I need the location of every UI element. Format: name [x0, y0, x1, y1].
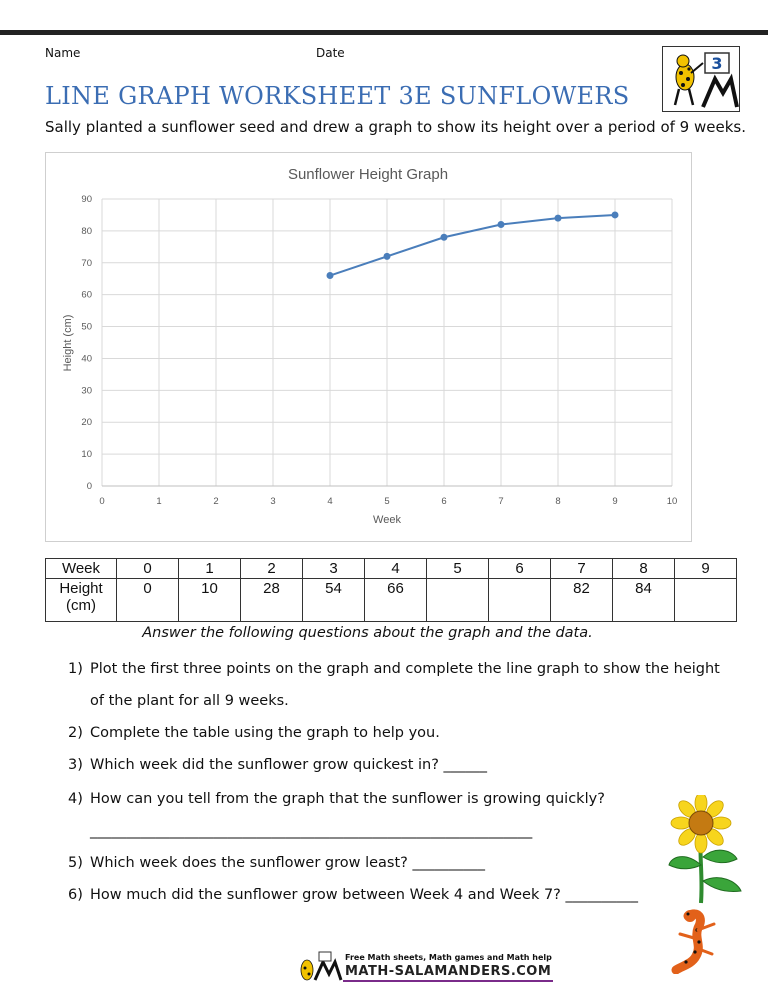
chart-container [45, 152, 692, 542]
x-tick-label: 10 [666, 496, 678, 507]
question-text: How can you tell from the graph that the sunflower is growing quickly? [90, 791, 605, 807]
question-item [68, 855, 485, 871]
chart-ticks [81, 194, 677, 507]
question-number: 3) [68, 757, 83, 773]
line-chart [46, 153, 691, 541]
instructions: Answer the following questions about the graph and the data. [142, 625, 593, 641]
table-cell-week: 7 [551, 559, 613, 579]
y-tick-label: 0 [86, 481, 92, 492]
x-tick-label: 8 [555, 496, 561, 507]
x-tick-label: 1 [156, 496, 162, 507]
data-point [384, 253, 391, 260]
data-point [612, 211, 619, 218]
y-tick-label: 90 [81, 194, 92, 205]
footer-tagline: Free Math sheets, Math games and Math help [345, 953, 552, 962]
question-text: Complete the table using the graph to help you. [90, 725, 440, 741]
name-label: Name [45, 46, 81, 60]
table-cell-week: 8 [613, 559, 675, 579]
intro-text: Sally planted a sunflower seed and drew a graph to show its height over a period of 9 weeks. [45, 118, 746, 136]
x-tick-label: 0 [99, 496, 105, 507]
salamander-illustration [668, 908, 724, 974]
table-cell-week: 0 [117, 559, 179, 579]
question-text: Which week did the sunflower grow quickest in? ______ [90, 757, 488, 773]
table-cell-week: 4 [365, 559, 427, 579]
data-point [441, 234, 448, 241]
data-point [327, 272, 334, 279]
chart-title: Sunflower Height Graph [287, 166, 449, 183]
table-cell-week: 9 [675, 559, 737, 579]
question-text: Plot the first three points on the graph and complete the line graph to show the height [90, 661, 720, 677]
y-tick-label: 80 [81, 225, 92, 237]
table-row-week [46, 559, 737, 579]
data-table [45, 558, 737, 622]
x-tick-label: 6 [441, 496, 447, 507]
question-item [68, 757, 487, 773]
question-number: 6) [68, 887, 83, 903]
row-label-height: Height (cm) [46, 579, 117, 622]
question-item [68, 661, 720, 677]
series-points [327, 211, 619, 279]
x-tick-label: 2 [213, 496, 219, 507]
question-text: How much did the sunflower grow between Week 4 and Week 7? __________ [90, 887, 638, 903]
question-item [68, 887, 638, 903]
y-tick-label: 40 [81, 353, 92, 365]
question-item [68, 725, 440, 741]
y-tick-label: 10 [81, 449, 92, 461]
footer-logo [295, 950, 555, 984]
page-title: LINE GRAPH WORKSHEET 3E SUNFLOWERS [45, 82, 630, 110]
y-axis-label: Height (cm) [62, 314, 74, 372]
table-cell-height: 82 [551, 579, 613, 622]
question-number: 2) [68, 725, 83, 741]
footer-site: MATH-SALAMANDERS.COM [345, 964, 552, 979]
table-cell-week: 2 [241, 559, 303, 579]
question-number: 5) [68, 855, 83, 871]
table-cell-height: 84 [613, 579, 675, 622]
row-label-week: Week [46, 559, 117, 579]
question-number: 4) [68, 791, 83, 807]
date-label: Date [316, 46, 345, 60]
table-cell-height: 54 [303, 579, 365, 622]
question-item [68, 791, 605, 807]
y-tick-label: 30 [81, 385, 92, 397]
question-number: 1) [68, 661, 83, 677]
x-tick-label: 7 [498, 496, 504, 507]
logo-badge: 3 [711, 54, 723, 73]
y-tick-label: 70 [81, 257, 92, 269]
table-cell-height: 0 [117, 579, 179, 622]
table-cell-week: 6 [489, 559, 551, 579]
y-tick-label: 60 [81, 289, 92, 301]
y-tick-label: 20 [81, 417, 92, 429]
data-point [555, 215, 562, 222]
series-line [330, 215, 615, 276]
x-tick-label: 4 [327, 496, 333, 507]
table-cell-height[interactable] [489, 579, 551, 622]
x-axis-label: Week [373, 514, 401, 526]
table-cell-week: 1 [179, 559, 241, 579]
table-row-height [46, 579, 737, 622]
y-tick-label: 50 [81, 321, 92, 333]
table-cell-height: 66 [365, 579, 427, 622]
data-point [498, 221, 505, 228]
chart-grid [102, 199, 672, 486]
table-cell-height[interactable] [427, 579, 489, 622]
top-rule [0, 30, 768, 35]
question-continuation: _____________________________________________________________ [90, 823, 533, 839]
table-cell-height: 28 [241, 579, 303, 622]
table-cell-height[interactable] [675, 579, 737, 622]
question-continuation: of the plant for all 9 weeks. [90, 693, 289, 709]
table-cell-height: 10 [179, 579, 241, 622]
x-tick-label: 3 [270, 496, 276, 507]
table-cell-week: 3 [303, 559, 365, 579]
x-tick-label: 5 [384, 496, 390, 507]
table-cell-week: 5 [427, 559, 489, 579]
sunflower-illustration [665, 795, 745, 907]
math-salamanders-logo [662, 46, 740, 112]
question-text: Which week does the sunflower grow least? __________ [90, 855, 485, 871]
x-tick-label: 9 [612, 496, 618, 507]
